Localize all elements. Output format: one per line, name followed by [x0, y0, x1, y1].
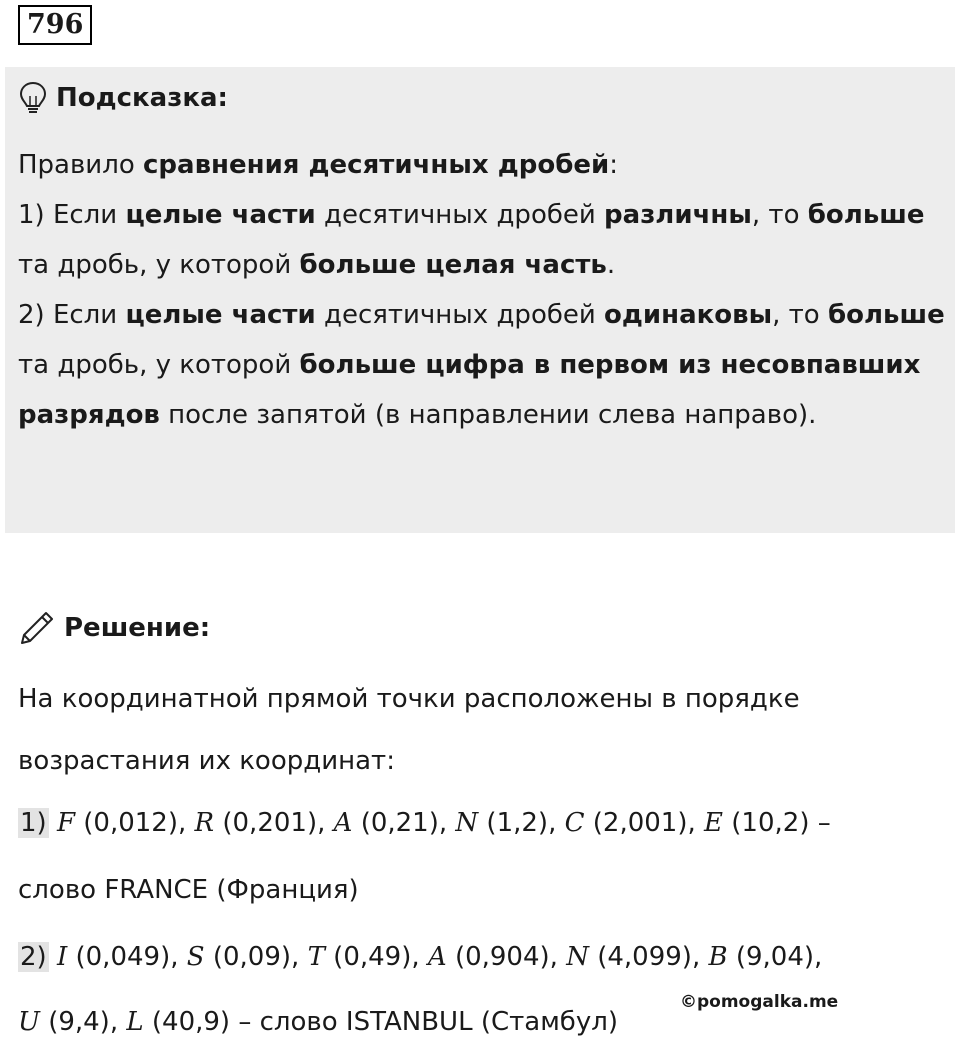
point-letter: L: [126, 1007, 144, 1037]
point-letter: E: [704, 808, 724, 838]
hint-item-2: [18, 290, 948, 440]
point-coord: (0,904): [454, 942, 550, 972]
point-letter: F: [56, 808, 75, 838]
emphasis: одинаковы: [604, 300, 773, 330]
hint-body: [18, 140, 948, 440]
point-coord: (0,012): [83, 808, 178, 838]
text: , то: [772, 300, 828, 330]
point-letter: C: [564, 808, 585, 838]
point-coord: (0,09): [212, 942, 292, 972]
text: десятичных дробей: [315, 300, 605, 330]
pencil-icon: [18, 609, 56, 647]
point-letter: N: [566, 942, 589, 972]
point-letter: A: [427, 942, 447, 972]
watermark: ©pomogalka.me: [680, 992, 839, 1012]
point-coord: (9,4): [48, 1007, 110, 1037]
point-coord: (9,04): [735, 942, 815, 972]
point-coord: (2,001): [592, 808, 688, 838]
answer-2-line: 2) I (0,049), S (0,09), T (0,49), A (0,904), N (4,099), B (9,04),: [20, 942, 823, 972]
emphasis: целые части: [125, 300, 316, 330]
emphasis: больше целая часть: [299, 250, 607, 280]
point-letter: B: [708, 942, 728, 972]
text: после запятой (в направлении слева направо).: [159, 400, 817, 430]
point-coord: (0,049): [75, 942, 171, 972]
answer-2-marker: 2): [20, 942, 47, 972]
point-letter: N: [455, 808, 479, 838]
point-coord: (4,099): [597, 942, 692, 972]
point-coord: (10,2): [731, 808, 810, 838]
text: 2) Если: [18, 300, 126, 330]
answer-1-line: 1) F (0,012), R (0,201), A (0,21), N (1,2), C (2,001), E (10,2) –: [20, 808, 831, 838]
hint-rule-line: [18, 140, 948, 190]
hint-heading: [18, 78, 228, 118]
emphasis: больше цифра в первом из несовпавших разрядов: [18, 350, 921, 430]
emphasis: больше: [807, 200, 925, 230]
task-number: 796: [18, 5, 92, 45]
point-letter: U: [18, 1007, 40, 1037]
point-letter: R: [194, 808, 215, 838]
point-letter: A: [333, 808, 353, 838]
text: .: [606, 250, 616, 280]
solution-intro: На координатной прямой точки расположены в порядке возрастания их координат:: [18, 684, 800, 776]
text: 1) Если: [18, 200, 126, 230]
point-coord: (0,201): [222, 808, 318, 838]
answer-1-word: слово FRANCE (Франция): [18, 875, 359, 905]
emphasis: сравнения десятичных дробей: [143, 150, 610, 180]
text: та дробь, у которой: [18, 350, 300, 380]
solution-heading: [18, 606, 210, 650]
solution-title: Решение:: [64, 613, 211, 643]
text: , то: [751, 200, 808, 230]
point-coord: (1,2): [486, 808, 549, 838]
text: :: [609, 150, 618, 180]
emphasis: различны: [604, 200, 752, 230]
point-coord: (40,9): [151, 1007, 231, 1037]
answer-2-word: слово ISTANBUL (Стамбул): [259, 1007, 618, 1037]
point-coord: (0,21): [360, 808, 439, 838]
hint-item-1: [18, 190, 948, 290]
text: десятичных дробей: [315, 200, 605, 230]
answer-1-marker: 1): [20, 808, 47, 838]
point-letter: I: [56, 942, 68, 972]
text: та дробь, у которой: [18, 250, 300, 280]
point-coord: (0,49): [333, 942, 412, 972]
text: Правило: [18, 150, 143, 180]
emphasis: целые части: [125, 200, 316, 230]
answer-2-line-cont: U (9,4), L (40,9) – слово ISTANBUL (Стамбул): [18, 1007, 618, 1037]
lightbulb-icon: [18, 81, 48, 115]
emphasis: больше: [827, 300, 945, 330]
hint-title: Подсказка:: [56, 83, 228, 113]
point-letter: S: [186, 942, 205, 972]
point-letter: T: [307, 942, 325, 972]
